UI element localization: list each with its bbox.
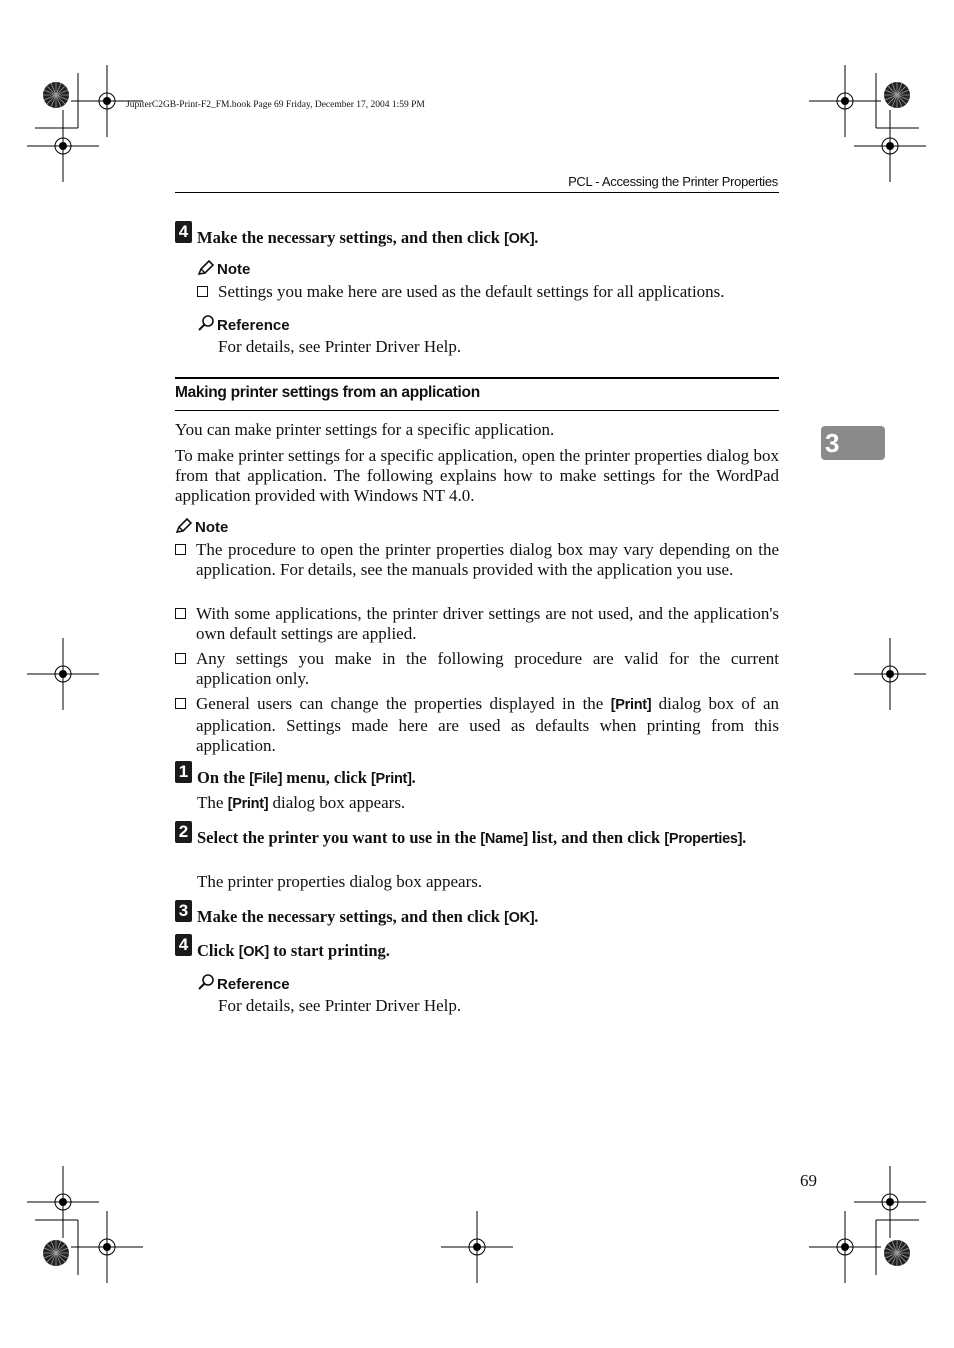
checkbox-bullet-icon: [197, 286, 208, 297]
key-label: [Print]: [371, 771, 412, 787]
checkbox-bullet-icon: [175, 608, 186, 619]
key-label: [Print]: [227, 796, 269, 812]
crosshair-mark: [71, 1211, 143, 1283]
key-label: [OK]: [238, 944, 269, 960]
note-item: Any settings you make in the following procedure are valid for the current application only.: [196, 649, 779, 689]
checkbox-bullet-icon: [175, 698, 186, 709]
step-result: The printer properties dialog box appears.: [197, 872, 483, 891]
reference-text: For details, see Printer Driver Help.: [218, 996, 462, 1015]
crosshair-mark: [441, 1211, 513, 1283]
page-number: 69: [800, 1171, 817, 1190]
key-label: [Name]: [480, 831, 528, 847]
crosshair-mark: [854, 110, 926, 182]
color-burst-mark: [884, 1240, 910, 1266]
crosshair-mark: [854, 638, 926, 710]
step-instruction: Make the necessary settings, and then click [OK].: [197, 907, 539, 926]
step-instruction: Select the printer you want to use in the [Name] list, and then click [Properties].: [197, 828, 747, 847]
step-number: 4: [175, 221, 192, 243]
chapter-tab: 3: [821, 426, 885, 460]
note-item: Settings you make here are used as the default settings for all applications.: [218, 282, 779, 302]
step-number: 2: [175, 821, 192, 843]
step-instruction: Click [OK] to start printing.: [197, 941, 390, 960]
crosshair-mark: [854, 1166, 926, 1238]
crosshair-mark: [27, 1166, 99, 1238]
magnifier-icon: [197, 314, 215, 332]
color-burst-mark: [43, 1240, 69, 1266]
running-head: PCL - Accessing the Printer Properties: [568, 174, 778, 189]
note-item: General users can change the properties displayed in the [Print] dialog box of an application. Settings made here are used as defaults when printing from this application.: [196, 694, 779, 755]
section-rule-top: [175, 377, 779, 379]
crosshair-mark: [27, 638, 99, 710]
section-title: Making printer settings from an application: [175, 384, 480, 401]
pencil-icon: [175, 518, 193, 534]
crosshair-mark: [809, 65, 881, 137]
note-item: With some applications, the printer driver settings are not used, and the application's own default settings are applied.: [196, 604, 779, 644]
step-number: 4: [175, 934, 192, 956]
key-label: [OK]: [504, 910, 535, 926]
magnifier-icon: [197, 973, 215, 991]
crosshair-mark: [27, 110, 99, 182]
reference-text: For details, see Printer Driver Help.: [218, 337, 462, 356]
section-rule-bottom: [175, 410, 779, 411]
header-rule: [175, 192, 779, 193]
section-intro: You can make printer settings for a specific application.: [175, 420, 555, 439]
reference-heading: Reference: [197, 314, 290, 334]
step-number: 1: [175, 761, 192, 783]
step-result: The [Print] dialog box appears.: [197, 793, 406, 812]
key-label: [File]: [249, 771, 283, 787]
section-intro-detail: To make printer settings for a specific application, open the printer properties dialog box from that application. The following explains how to make settings for the WordPad application provided with Windows NT 4.0.: [175, 446, 779, 505]
step-instruction: Make the necessary settings, and then click [OK].: [197, 228, 539, 247]
crosshair-mark: [809, 1211, 881, 1283]
reference-heading: Reference: [197, 973, 290, 993]
note-item: The procedure to open the printer properties dialog box may vary depending on the application. For details, see the manuals provided with the application you use.: [196, 540, 779, 580]
key-label: [Properties]: [664, 831, 743, 847]
key-label: [Print]: [610, 697, 652, 713]
checkbox-bullet-icon: [175, 653, 186, 664]
note-heading: Note: [175, 518, 228, 536]
step-instruction: On the [File] menu, click [Print].: [197, 768, 416, 787]
step-number: 3: [175, 900, 192, 922]
key-label: [OK]: [504, 231, 535, 247]
pencil-icon: [197, 260, 215, 276]
file-info: JupiterC2GB-Print-F2_FM.book Page 69 Friday, December 17, 2004 1:59 PM: [126, 100, 425, 110]
color-burst-mark: [43, 82, 69, 108]
color-burst-mark: [884, 82, 910, 108]
checkbox-bullet-icon: [175, 544, 186, 555]
note-heading: Note: [197, 260, 250, 278]
